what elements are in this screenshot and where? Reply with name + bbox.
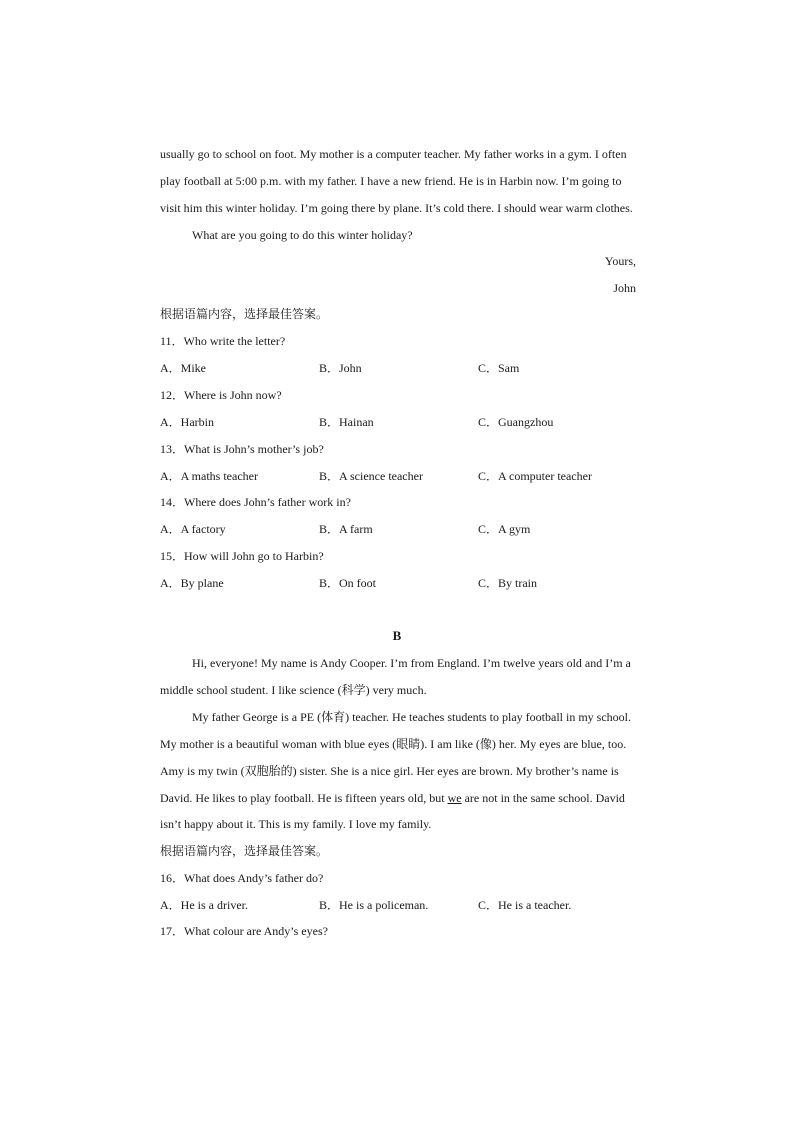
question-13-option-b: B．A science teacher: [319, 469, 423, 483]
question-13-option-a: A．A maths teacher: [160, 469, 258, 483]
passage-a-line-3: visit him this winter holiday. I’m going there by plane. It’s cold there. I should wear warm clothes.: [160, 201, 633, 215]
passage-b-line-6-before: David. He likes to play football. He is fifteen years old, but: [160, 791, 448, 805]
question-13: 13．What is John’s mother’s job?: [160, 442, 324, 456]
passage-b-line-6: [160, 791, 625, 805]
passage-b-line-6-after: are not in the same school. David: [461, 791, 625, 805]
question-12-option-b: B．Hainan: [319, 415, 374, 429]
question-14-option-c: C．A gym: [478, 522, 531, 536]
question-14-option-b: B．A farm: [319, 522, 373, 536]
letter-signature: John: [613, 281, 636, 295]
question-14-option-a: A．A factory: [160, 522, 226, 536]
underlined-word-we: we: [447, 791, 462, 805]
passage-a-line-4: What are you going to do this winter holiday?: [192, 228, 413, 242]
question-11: 11．Who write the letter?: [160, 334, 286, 348]
passage-a-line-2: play football at 5:00 p.m. with my father. I have a new friend. He is in Harbin now. I’m going to: [160, 174, 622, 188]
question-15-option-c: C．By train: [478, 576, 537, 590]
question-11-option-a: A．Mike: [160, 361, 206, 375]
question-16-option-b: B．He is a policeman.: [319, 898, 429, 912]
instruction-a: 根据语篇内容，选择最佳答案。: [160, 307, 329, 321]
question-16-option-a: A．He is a driver.: [160, 898, 248, 912]
section-b-heading: B: [392, 628, 402, 643]
passage-b-line-3: My father George is a PE (体育) teacher. He teaches students to play football in my school.: [192, 710, 631, 724]
question-17: 17．What colour are Andy’s eyes?: [160, 924, 328, 938]
passage-b-line-1: Hi, everyone! My name is Andy Cooper. I’m from England. I’m twelve years old and I’m a: [192, 656, 631, 670]
passage-b-line-2: middle school student. I like science (科学) very much.: [160, 683, 427, 697]
question-14: 14．Where does John’s father work in?: [160, 495, 351, 509]
question-12: 12．Where is John now?: [160, 388, 282, 402]
instruction-b: 根据语篇内容，选择最佳答案。: [160, 844, 329, 858]
passage-b-line-5: Amy is my twin (双胞胎的) sister. She is a nice girl. Her eyes are brown. My brother’s name is: [160, 764, 619, 778]
question-12-option-a: A．Harbin: [160, 415, 214, 429]
passage-b-line-7: isn’t happy about it. This is my family. I love my family.: [160, 817, 432, 831]
passage-a-line-1: usually go to school on foot. My mother is a computer teacher. My father works in a gym. I often: [160, 147, 627, 161]
letter-closing: Yours,: [604, 254, 636, 268]
question-16: 16．What does Andy’s father do?: [160, 871, 324, 885]
question-11-option-c: C．Sam: [478, 361, 520, 375]
question-15-option-b: B．On foot: [319, 576, 377, 590]
question-16-option-c: C．He is a teacher.: [478, 898, 572, 912]
question-11-option-b: B．John: [319, 361, 362, 375]
passage-b-line-4: My mother is a beautiful woman with blue eyes (眼睛). I am like (像) her. My eyes are blue, too.: [160, 737, 627, 751]
question-13-option-c: C．A computer teacher: [478, 469, 592, 483]
question-12-option-c: C．Guangzhou: [478, 415, 554, 429]
question-15-option-a: A．By plane: [160, 576, 224, 590]
question-15: 15．How will John go to Harbin?: [160, 549, 324, 563]
